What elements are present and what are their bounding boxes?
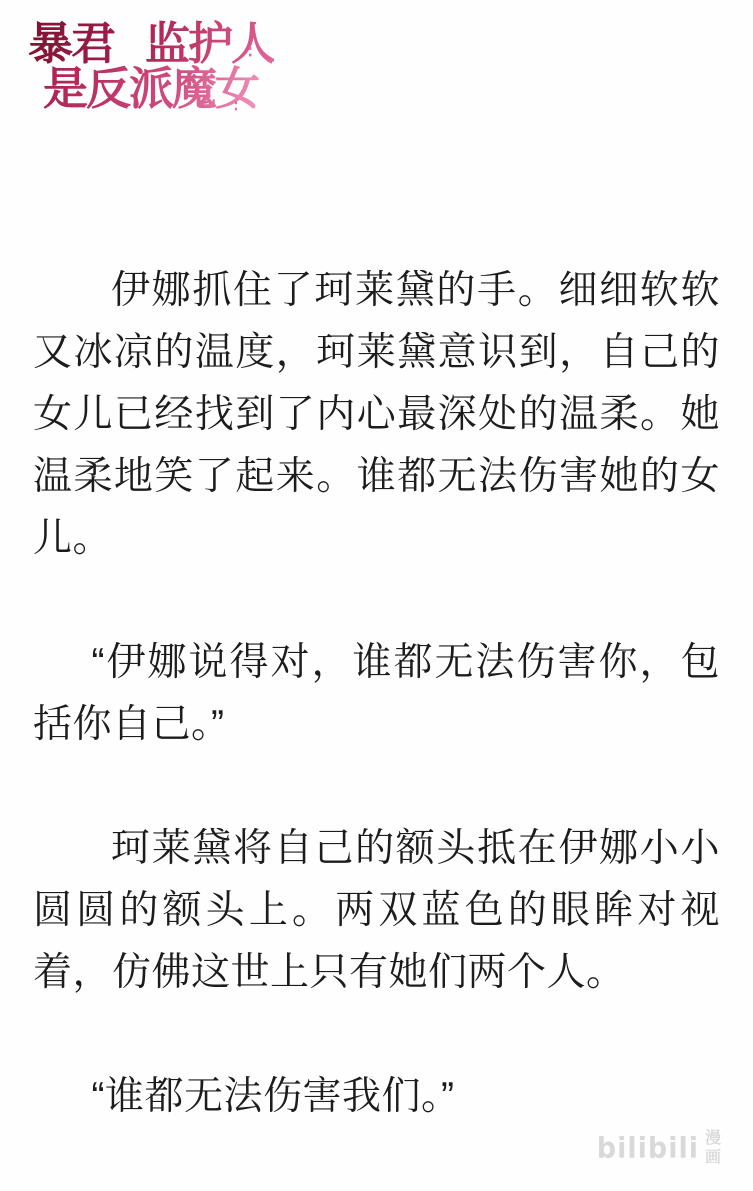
sparkle-icon: ∶ — [234, 99, 238, 115]
bilibili-logo-text: bilibili — [596, 1131, 699, 1165]
paragraph: “伊娜说得对，谁都无法伤害你，包括你自己。” — [33, 641, 720, 746]
paragraph: “谁都无法伤害我们。” — [91, 1075, 455, 1118]
logo-text-part: 监护人 — [145, 19, 275, 69]
manhua-badge-top: 漫 — [704, 1130, 721, 1147]
logo-line-2 — [43, 63, 274, 116]
logo-text-part: 的 — [116, 42, 144, 73]
novel-text — [33, 260, 720, 1128]
paragraph: 伊娜抓住了珂莱黛的手。细细软软又冰凉的温度，珂莱黛意识到，自己的女儿已经找到了内心最深处的温柔。她温柔地笑了起来。谁都无法伤害她的女儿。 — [33, 269, 720, 560]
series-title-logo — [28, 18, 274, 116]
manhua-badge-bottom: 画 — [704, 1149, 721, 1166]
logo-text-part: 是反派魔女 — [43, 64, 259, 115]
logo-text-part: 暴君 — [28, 19, 115, 69]
bilibili-watermark — [597, 1129, 721, 1167]
sparkle-icon: ∶ — [248, 43, 253, 62]
manhua-badge — [705, 1129, 721, 1167]
paragraph: 珂莱黛将自己的额头抵在伊娜小小圆圆的额头上。两双蓝色的眼眸对视着，仿佛这世上只有她们两个人。 — [33, 827, 720, 994]
